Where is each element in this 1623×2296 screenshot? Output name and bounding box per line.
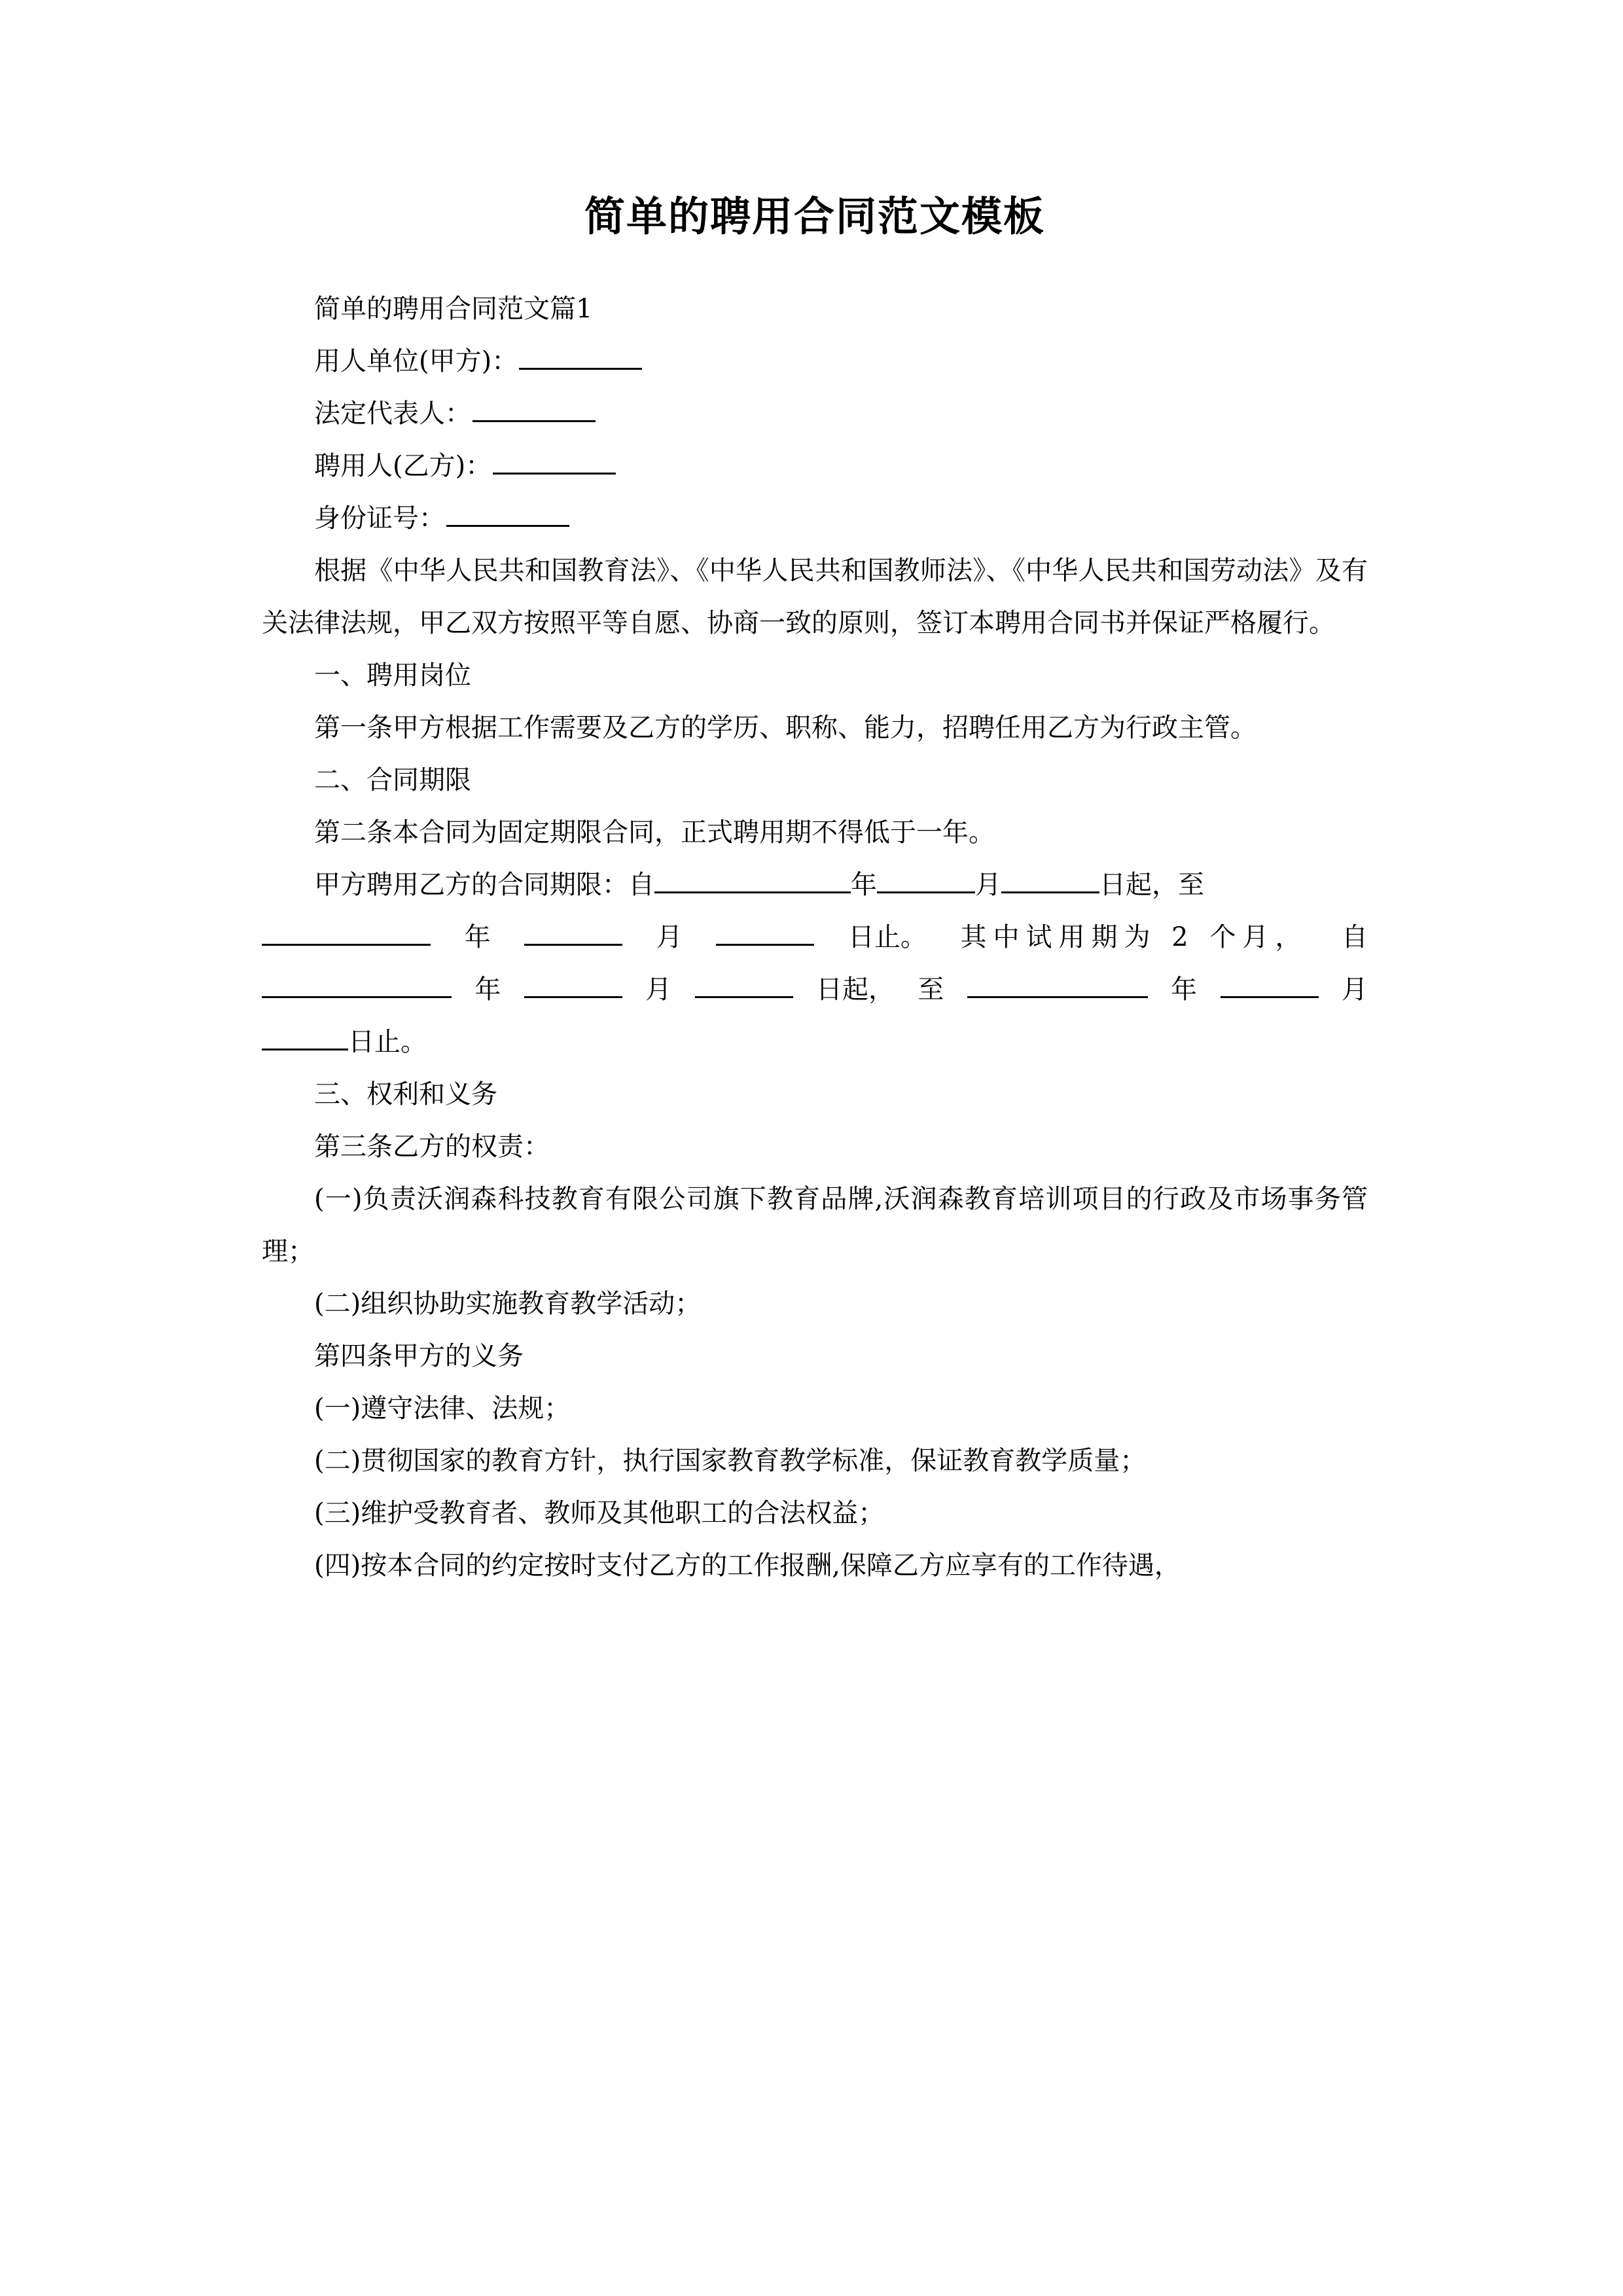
term-lead: 甲方聘用乙方的合同期限 bbox=[314, 869, 602, 900]
party-row-employee bbox=[262, 440, 1368, 492]
term-month-4: 月 bbox=[1341, 974, 1368, 1005]
section-label: 简单的聘用合同范文篇1 bbox=[314, 293, 593, 324]
title-spacer bbox=[262, 242, 1368, 283]
clause-1-1: 第一条甲方根据工作需要及乙方的学历、职称、能力，招聘任用乙方为行政主管。 bbox=[314, 712, 1257, 743]
clause-3-2: (一)负责沃润森科技教育有限公司旗下教育品牌,沃润森教育培训项目的行政及市场事务管理； bbox=[262, 1183, 1368, 1266]
section-heading-2: 二、合同期限 bbox=[314, 764, 471, 795]
clause-2-1: 第二条本合同为固定期限合同，正式聘用期不得低于一年。 bbox=[314, 817, 995, 848]
party-row-legal-rep bbox=[262, 387, 1368, 440]
party-label-id-number: 身份证号： bbox=[314, 503, 445, 533]
party-label-employee: 聘用人(乙方)： bbox=[314, 450, 492, 481]
clause-3-8: (四)按本合同的约定按时支付乙方的工作报酬,保障乙方应享有的工作待遇， bbox=[314, 1550, 1181, 1581]
term-day-start-1: 日起， bbox=[1099, 869, 1178, 900]
document-body bbox=[262, 0, 1368, 1592]
term-line-1 bbox=[262, 859, 1368, 911]
term-year-3: 年 bbox=[474, 974, 501, 1005]
preamble-paragraph: 根据《中华人民共和国教育法》、《中华人民共和国教师法》、《中华人民共和国劳动法》及有关法律法规，甲乙双方按照平等自愿、协商一致的原则，签订本聘用合同书并保证严格履行。 bbox=[262, 555, 1368, 638]
term-month-1: 月 bbox=[975, 869, 1001, 900]
term-blank-day-1 bbox=[1001, 869, 1099, 893]
term-blank-day-4 bbox=[262, 1026, 348, 1050]
term-to-word-2: 至 bbox=[918, 974, 944, 1005]
term-blank-month-3 bbox=[524, 974, 622, 998]
party-label-employer: 用人单位(甲方)： bbox=[314, 346, 518, 376]
clause-3-6: (二)贯彻国家的教育方针，执行国家教育教学标准，保证教育教学质量； bbox=[314, 1445, 1147, 1476]
term-probation-from: 自 bbox=[1341, 922, 1368, 952]
term-line-3 bbox=[262, 963, 1368, 1016]
section-heading-3: 三、权利和义务 bbox=[314, 1079, 497, 1109]
clause-3-1: 第三条乙方的权责： bbox=[314, 1131, 550, 1162]
party-row-id-number bbox=[262, 492, 1368, 545]
term-from-word: 自 bbox=[628, 869, 654, 900]
party-blank-legal-rep bbox=[473, 398, 596, 422]
term-to-word-1: 至 bbox=[1178, 869, 1204, 900]
term-probation-text: 其中试用期为 2 个月， bbox=[960, 922, 1308, 952]
party-blank-id-number bbox=[446, 503, 569, 527]
term-colon: ： bbox=[602, 869, 628, 900]
term-line-2 bbox=[262, 911, 1368, 963]
term-month-2: 月 bbox=[656, 922, 683, 952]
term-blank-month-2 bbox=[524, 922, 622, 946]
term-day-start-2: 日起， bbox=[815, 974, 895, 1005]
party-blank-employee bbox=[493, 450, 616, 475]
clause-3-3: (二)组织协助实施教育教学活动； bbox=[314, 1288, 702, 1319]
party-row-employer bbox=[262, 335, 1368, 387]
section-heading-1: 一、聘用岗位 bbox=[314, 660, 471, 691]
term-blank-day-2 bbox=[716, 922, 814, 946]
clause-3-5: (一)遵守法律、法规； bbox=[314, 1393, 571, 1424]
term-blank-year-4 bbox=[967, 974, 1148, 998]
term-blank-month-4 bbox=[1221, 974, 1319, 998]
term-blank-month-1 bbox=[877, 869, 975, 893]
party-blank-employer bbox=[519, 346, 642, 370]
page-title: 简单的聘用合同范文模板 bbox=[584, 192, 1045, 240]
term-year-1: 年 bbox=[851, 869, 877, 900]
term-final-end: 日止。 bbox=[348, 1026, 427, 1057]
term-blank-year-1 bbox=[654, 869, 851, 893]
term-blank-day-3 bbox=[695, 974, 793, 998]
term-line-4 bbox=[262, 1016, 1368, 1068]
term-blank-year-2 bbox=[262, 922, 431, 946]
term-month-3: 月 bbox=[645, 974, 672, 1005]
term-year-4: 年 bbox=[1171, 974, 1198, 1005]
term-day-end-1: 日止。 bbox=[847, 922, 927, 952]
term-year-2: 年 bbox=[464, 922, 491, 952]
clause-3-4: 第四条甲方的义务 bbox=[314, 1340, 524, 1371]
clause-3-7: (三)维护受教育者、教师及其他职工的合法权益； bbox=[314, 1498, 885, 1528]
party-label-legal-rep: 法定代表人： bbox=[314, 398, 471, 429]
term-blank-year-3 bbox=[262, 974, 452, 998]
